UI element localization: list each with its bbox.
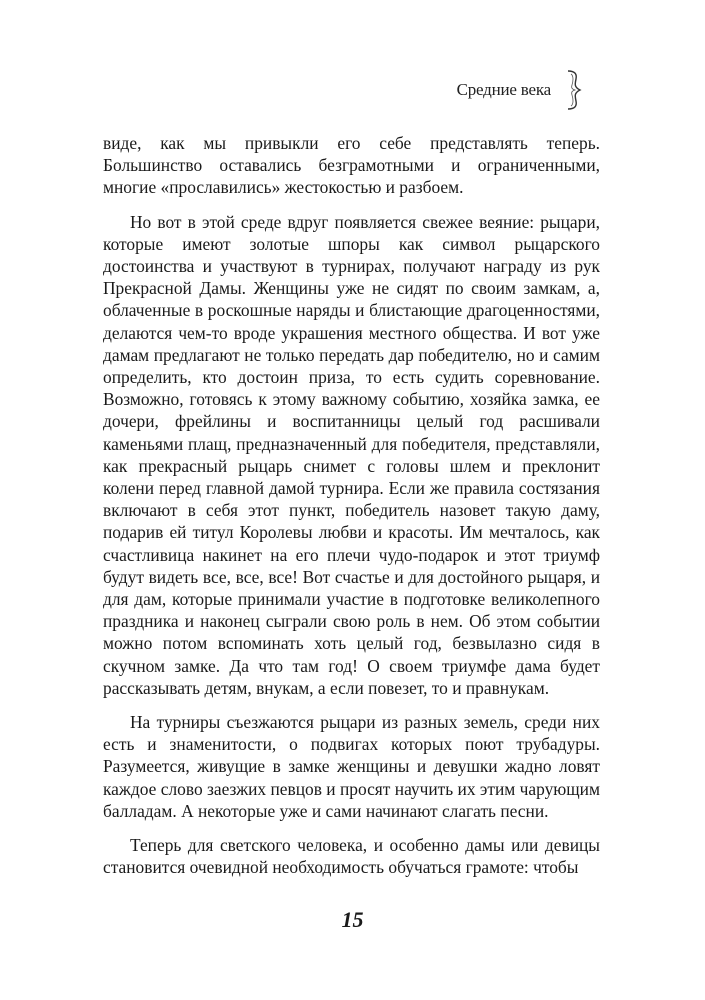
- running-title: Средние века: [456, 80, 551, 99]
- body-text: [103, 132, 600, 891]
- paragraph-literacy: Теперь для светского человека, и особенно дамы или девицы становится очевидной необходимость обучаться грамоте: чтобы: [103, 835, 600, 878]
- page-number: 15: [341, 907, 364, 932]
- paragraph-continuation: виде, как мы привыкли его себе представлять теперь. Большинство оставались безграмотными и ограниченными, многие «прославились» жестокостью и разбоем.: [103, 133, 600, 198]
- running-header: [457, 70, 585, 110]
- paragraph-troubadours: На турниры съезжаются рыцари из разных земель, среди них есть и знаменитости, о подвигах которых поют трубадуры. Разумеется, живущие в замке женщины и девушки жадно ловят каждое слово заезжих певцов и просят научить их этим чарующим балладам. А некоторые уже и сами начинают слагать песни.: [103, 712, 600, 821]
- bracket-ornament-icon: [563, 70, 585, 110]
- paragraph-tournament: Но вот в этой среде вдруг появляется свежее веяние: рыцари, которые имеют золотые шпоры как символ рыцарского достоинства и участвуют в турнирах, получают награду из рук Прекрасной Дамы. Женщины уже не сидят по своим замкам, а, облаченные в роскошные наряды и блистающие драгоценностями, делаются чем-то вроде украшения местного общества. И вот уже дамам предлагают не только передать дар победителю, но и самим определить, кто достоин приза, то есть судить соревнование. Возможно, готовясь к этому важному событию, хозяйка замка, ее дочери, фрейлины и воспитанницы целый год расшивали каменьями плащ, предназначенный для победителя, представляли, как прекрасный рыцарь снимет с головы шлем и преклонит колени перед главной дамой турнира. Если же правила состязания включают в себя этот пункт, победитель назовет такую даму, подарив ей титул Королевы любви и красоты. Им мечталось, как счастливица накинет на его плечи чудо-подарок и этот триумф будут видеть все, все, все! Вот счастье и для достойного рыцаря, и для дам, которые принимали участие в подготовке великолепного праздника и наконец сыграли свою роль в нем. Об этом событии можно потом вспоминать хоть целый год, безвылазно сидя в скучном замке. Да что там год! О своем триумфе дама будет рассказывать детям, внукам, а если повезет, то и правнукам.: [103, 211, 600, 698]
